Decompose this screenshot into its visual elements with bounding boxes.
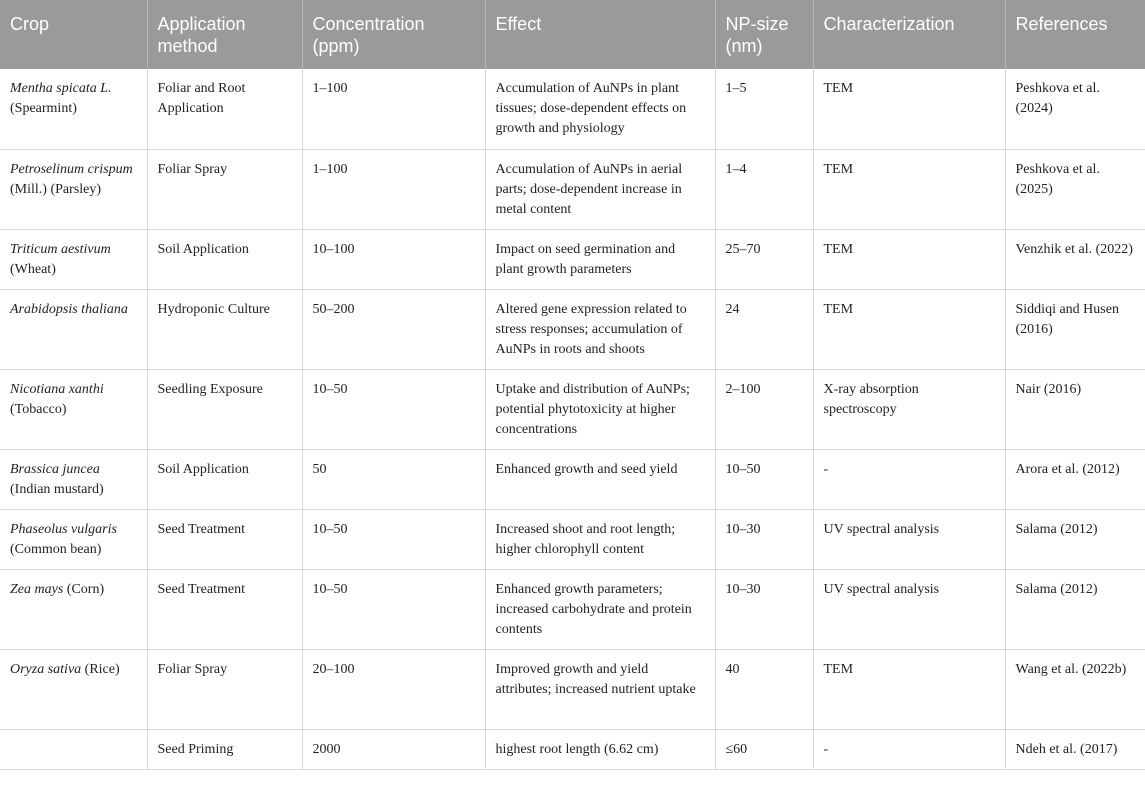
method-cell: Foliar Spray xyxy=(147,649,302,729)
effect-cell: Altered gene expression related to stress responses; accumulation of AuNPs in roots and shoots xyxy=(485,289,715,369)
effect-cell: Increased shoot and root length; higher chlorophyll content xyxy=(485,509,715,569)
characterization-cell: UV spectral analysis xyxy=(813,569,1005,649)
crop-common-name: (Common bean) xyxy=(10,541,102,557)
effect-cell: Enhanced growth parameters; increased carbohydrate and protein contents xyxy=(485,569,715,649)
reference-cell: Wang et al. (2022b) xyxy=(1005,649,1145,729)
header-row xyxy=(0,0,1145,69)
np-size-cell: 1–5 xyxy=(715,69,813,149)
method-cell: Seed Priming xyxy=(147,729,302,769)
characterization-cell: TEM xyxy=(813,649,1005,729)
np-size-cell: 1–4 xyxy=(715,149,813,229)
header-effect: Effect xyxy=(485,0,715,69)
table-row xyxy=(0,509,1145,569)
method-cell: Hydroponic Culture xyxy=(147,289,302,369)
table-row xyxy=(0,69,1145,149)
concentration-cell: 10–50 xyxy=(302,569,485,649)
effect-cell: Impact on seed germination and plant growth parameters xyxy=(485,229,715,289)
reference-cell: Salama (2012) xyxy=(1005,569,1145,649)
header-crop: Crop xyxy=(0,0,147,69)
crop-cell xyxy=(0,649,147,729)
np-size-cell: 25–70 xyxy=(715,229,813,289)
concentration-cell: 2000 xyxy=(302,729,485,769)
crop-scientific-name: Brassica juncea xyxy=(10,461,100,477)
crop-cell xyxy=(0,449,147,509)
crop-scientific-name: Zea mays xyxy=(10,581,64,597)
effect-cell: highest root length (6.62 cm) xyxy=(485,729,715,769)
effect-cell: Enhanced growth and seed yield xyxy=(485,449,715,509)
method-cell: Seedling Exposure xyxy=(147,369,302,449)
characterization-cell: UV spectral analysis xyxy=(813,509,1005,569)
np-size-cell: 2–100 xyxy=(715,369,813,449)
concentration-cell: 20–100 xyxy=(302,649,485,729)
crop-scientific-name: Petroselinum crispum xyxy=(10,161,133,177)
crop-common-name: (Spearmint) xyxy=(10,101,77,116)
crop-common-name: (Mill.) (Parsley) xyxy=(10,181,101,197)
characterization-cell: TEM xyxy=(813,69,1005,149)
reference-cell: Peshkova et al. (2025) xyxy=(1005,149,1145,229)
table-row xyxy=(0,289,1145,369)
method-cell: Foliar Spray xyxy=(147,149,302,229)
crop-cell xyxy=(0,289,147,369)
concentration-cell: 50 xyxy=(302,449,485,509)
crop-scientific-name: Mentha spicata L. xyxy=(10,81,112,96)
concentration-cell: 10–50 xyxy=(302,509,485,569)
method-cell: Foliar and Root Application xyxy=(147,69,302,149)
table-row xyxy=(0,149,1145,229)
characterization-cell: X-ray absorption spectroscopy xyxy=(813,369,1005,449)
header-characterization: Characterization xyxy=(813,0,1005,69)
reference-cell: Siddiqi and Husen (2016) xyxy=(1005,289,1145,369)
effect-cell: Improved growth and yield attributes; increased nutrient uptake xyxy=(485,649,715,729)
table-row xyxy=(0,649,1145,729)
concentration-cell: 1–100 xyxy=(302,149,485,229)
header-np-size: NP-size (nm) xyxy=(715,0,813,69)
np-size-cell: 10–30 xyxy=(715,569,813,649)
np-size-cell: 10–30 xyxy=(715,509,813,569)
reference-cell: Salama (2012) xyxy=(1005,509,1145,569)
characterization-cell: TEM xyxy=(813,149,1005,229)
crop-cell xyxy=(0,569,147,649)
crop-common-name: (Indian mustard) xyxy=(10,481,104,497)
np-size-cell: ≤60 xyxy=(715,729,813,769)
crop-cell xyxy=(0,69,147,149)
header-references: References xyxy=(1005,0,1145,69)
method-cell: Seed Treatment xyxy=(147,569,302,649)
crop-cell xyxy=(0,369,147,449)
table-row xyxy=(0,369,1145,449)
effect-cell: Accumulation of AuNPs in aerial parts; dose-dependent increase in metal content xyxy=(485,149,715,229)
crop-scientific-name: Oryza sativa xyxy=(10,661,82,677)
np-size-cell: 10–50 xyxy=(715,449,813,509)
crop-cell xyxy=(0,729,147,769)
crop-scientific-name: Nicotiana xanthi xyxy=(10,381,104,397)
concentration-cell: 10–50 xyxy=(302,369,485,449)
crop-cell xyxy=(0,149,147,229)
characterization-cell: - xyxy=(813,449,1005,509)
crop-common-name: (Tobacco) xyxy=(10,401,67,417)
characterization-cell: TEM xyxy=(813,289,1005,369)
method-cell: Soil Application xyxy=(147,449,302,509)
header-concentration: Concentration (ppm) xyxy=(302,0,485,69)
concentration-cell: 1–100 xyxy=(302,69,485,149)
crop-cell xyxy=(0,229,147,289)
crop-common-name: (Rice) xyxy=(81,661,120,677)
crop-scientific-name: Phaseolus vulgaris xyxy=(10,521,117,537)
crop-scientific-name: Triticum aestivum xyxy=(10,241,111,257)
reference-cell: Arora et al. (2012) xyxy=(1005,449,1145,509)
table-row xyxy=(0,449,1145,509)
table-row xyxy=(0,569,1145,649)
concentration-cell: 10–100 xyxy=(302,229,485,289)
effect-cell: Uptake and distribution of AuNPs; potential phytotoxicity at higher concentrations xyxy=(485,369,715,449)
reference-cell: Ndeh et al. (2017) xyxy=(1005,729,1145,769)
header-application-method: Application method xyxy=(147,0,302,69)
table-row xyxy=(0,729,1145,769)
crop-common-name: (Corn) xyxy=(63,581,105,597)
concentration-cell: 50–200 xyxy=(302,289,485,369)
method-cell: Soil Application xyxy=(147,229,302,289)
crop-common-name: (Wheat) xyxy=(10,261,56,277)
reference-cell: Peshkova et al. (2024) xyxy=(1005,69,1145,149)
characterization-cell: TEM xyxy=(813,229,1005,289)
np-size-cell: 40 xyxy=(715,649,813,729)
crop-cell xyxy=(0,509,147,569)
effect-cell: Accumulation of AuNPs in plant tissues; dose-dependent effects on growth and physiology xyxy=(485,69,715,149)
np-size-cell: 24 xyxy=(715,289,813,369)
crop-scientific-name: Arabidopsis thaliana xyxy=(10,301,128,317)
characterization-cell: - xyxy=(813,729,1005,769)
table-row xyxy=(0,229,1145,289)
method-cell: Seed Treatment xyxy=(147,509,302,569)
reference-cell: Venzhik et al. (2022) xyxy=(1005,229,1145,289)
reference-cell: Nair (2016) xyxy=(1005,369,1145,449)
